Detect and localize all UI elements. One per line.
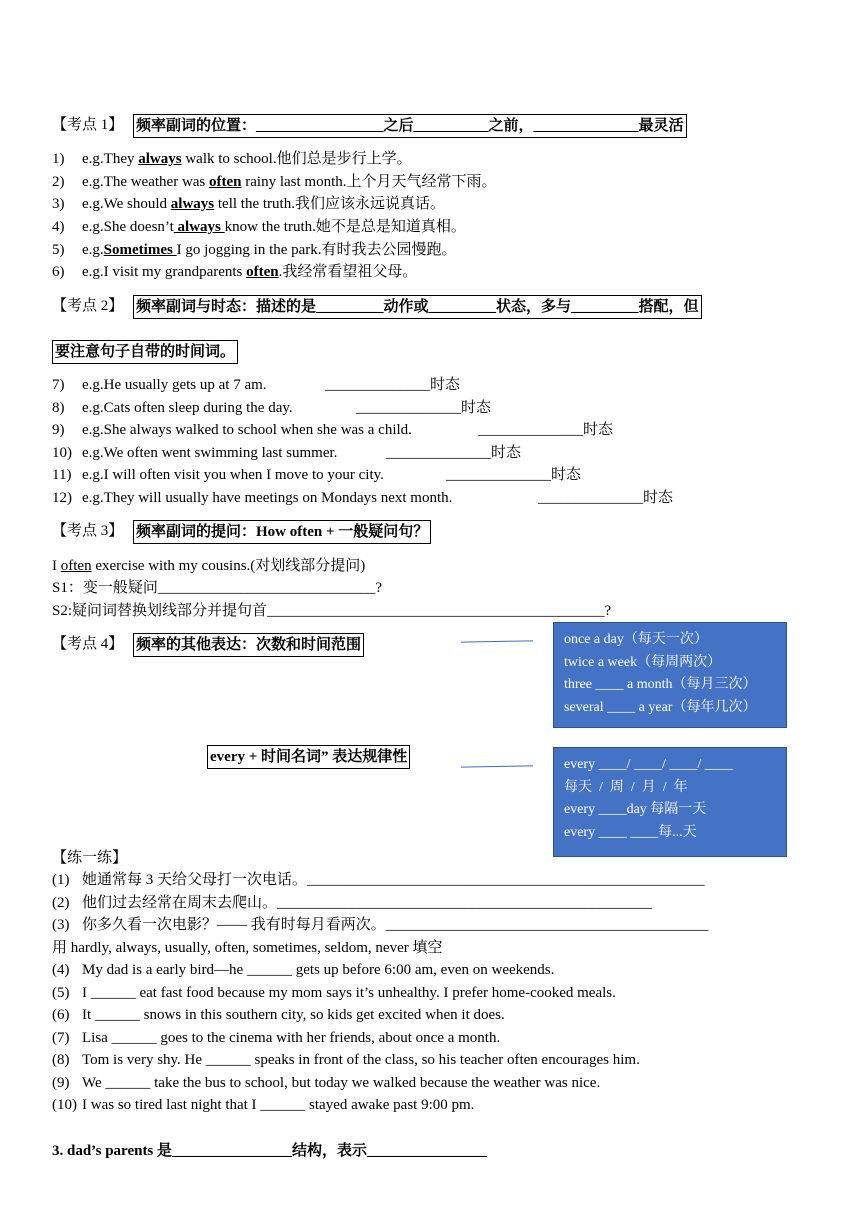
- item-text: 你多久看一次电影？—— 我有时每月看两次。___________________________________________: [82, 917, 709, 933]
- example-1: [52, 149, 412, 169]
- example-number: 3): [52, 196, 65, 212]
- practice-heading: 【练一练】: [52, 850, 128, 866]
- connector-line: [461, 640, 533, 642]
- example-number: 2): [52, 174, 65, 190]
- example-number: 6): [52, 264, 65, 280]
- underlined-word: often: [60, 558, 92, 574]
- example-text: walk to school.他们总是步行上学。: [181, 151, 412, 167]
- example-text: e.g.He usually gets up at 7 am.: [82, 377, 267, 393]
- item-text: 她通常每 3 天给父母打一次电话。_____________________________________________________: [82, 872, 705, 888]
- example-text: e.g.They: [82, 151, 139, 167]
- item-number: (6): [52, 1007, 70, 1023]
- item-text: Tom is very shy. He ______ speaks in front of the class, so his teacher often encourages him.: [82, 1052, 640, 1068]
- kp3-prefix: 【考点 3】: [52, 523, 124, 539]
- fill-instruction: 用 hardly, always, usually, often, sometimes, seldom, never 填空: [52, 940, 443, 956]
- example-adverb: always: [170, 196, 215, 212]
- example-text: I go jogging in the park.有时我去公园慢跑。: [176, 242, 457, 258]
- example-7: [52, 375, 267, 395]
- tense-blank[interactable]: ______________时态: [386, 445, 522, 461]
- example-number: 5): [52, 242, 65, 258]
- fill-item[interactable]: [52, 1050, 640, 1070]
- example-text: e.g.We should: [82, 196, 171, 212]
- example-9: [52, 420, 412, 440]
- item-number: (9): [52, 1075, 70, 1091]
- final-question[interactable]: 3. dad’s parents 是________________结构，表示________________: [52, 1143, 488, 1159]
- example-12: [52, 488, 452, 508]
- frequency-item: three ____ a month（每月三次）: [564, 677, 757, 692]
- example-8: [52, 398, 293, 418]
- tense-blank[interactable]: ______________时态: [446, 467, 582, 483]
- kp1-heading: [52, 114, 123, 136]
- example-adverb: Sometimes: [103, 242, 177, 258]
- frequency-box: [553, 622, 787, 728]
- every-item: every ____/ ____/ ____/ ____: [564, 757, 733, 772]
- kp3-s2[interactable]: S2:疑问词替换划线部分并提句首_____________________________________________?: [52, 603, 612, 619]
- example-number: 1): [52, 151, 65, 167]
- item-number: (1): [52, 872, 70, 888]
- frequency-item: several ____ a year（每年几次）: [564, 699, 757, 715]
- kp4-prefix: 【考点 4】: [52, 636, 124, 652]
- item-text: I was so tired last night that I ______ stayed awake past 9:00 pm.: [82, 1097, 475, 1113]
- every-item: every ____day 每隔一天: [564, 802, 707, 817]
- tense-blank[interactable]: ______________时态: [478, 422, 614, 438]
- item-text: We ______ take the bus to school, but today we walked because the weather was nice.: [82, 1075, 601, 1091]
- kp1-title-box: 频率副词的位置：_________________之后__________之前，______________最灵活: [133, 114, 687, 138]
- fill-item[interactable]: [52, 1005, 505, 1025]
- sentence-text: exercise with my cousins.(对划线部分提问): [91, 558, 366, 574]
- example-text: know the truth.她不是总是知道真相。: [224, 219, 466, 235]
- fill-item[interactable]: [52, 1073, 600, 1093]
- kp4-title-box: 频率的其他表达：次数和时间范围: [133, 633, 364, 657]
- every-item: every ____ ____每...天: [564, 824, 697, 840]
- example-text: e.g.: [82, 242, 104, 258]
- example-text: e.g.They will usually have meetings on Mondays next month.: [82, 490, 453, 506]
- example-adverb: always: [138, 151, 182, 167]
- example-4: [52, 217, 466, 237]
- example-number: 12): [52, 490, 72, 506]
- kp2-title-box: 频率副词与时态：描述的是_________动作或_________状态，多与_________搭配，但: [133, 295, 702, 319]
- translate-item[interactable]: [52, 915, 708, 935]
- example-text: .我经常看望祖父母。: [278, 264, 418, 280]
- example-3: [52, 194, 445, 214]
- example-text: e.g.She always walked to school when she was a child.: [82, 422, 412, 438]
- kp3-sentence: [52, 556, 365, 576]
- item-number: (4): [52, 962, 70, 978]
- item-number: (5): [52, 985, 70, 1001]
- example-number: 10): [52, 445, 72, 461]
- kp3-s1[interactable]: S1：变一般疑问_____________________________?: [52, 580, 383, 596]
- example-text: e.g.The weather was: [82, 174, 210, 190]
- item-text: 他们过去经常在周末去爬山。__________________________________________________: [82, 895, 653, 911]
- every-item: 每天 / 周 / 月 / 年: [564, 779, 688, 795]
- tense-blank[interactable]: ______________时态: [325, 377, 461, 393]
- item-text: Lisa ______ goes to the cinema with her friends, about once a month.: [82, 1030, 501, 1046]
- tense-blank[interactable]: ______________时态: [538, 490, 674, 506]
- example-adverb: often: [246, 264, 279, 280]
- translate-item[interactable]: [52, 870, 705, 890]
- item-number: (3): [52, 917, 70, 933]
- fill-item[interactable]: [52, 960, 554, 980]
- example-6: [52, 262, 417, 282]
- example-text: rainy last month.上个月天气经常下雨。: [241, 174, 497, 190]
- every-box: [553, 747, 787, 857]
- example-number: 9): [52, 422, 65, 438]
- translate-item[interactable]: [52, 893, 652, 913]
- example-adverb: always: [173, 219, 225, 235]
- example-text: e.g.Cats often sleep during the day.: [82, 400, 293, 416]
- fill-item[interactable]: [52, 1028, 500, 1048]
- frequency-item: twice a week（每周两次）: [564, 654, 722, 670]
- example-text: e.g.I will often visit you when I move to your city.: [82, 467, 384, 483]
- item-text: My dad is a early bird—he ______ gets up before 6:00 am, even on weekends.: [82, 962, 555, 978]
- example-5: [52, 240, 457, 260]
- example-number: 11): [52, 467, 72, 483]
- kp3-title-box: 频率副词的提问：How often + 一般疑问句？: [133, 520, 431, 544]
- item-number: (7): [52, 1030, 70, 1046]
- connector-line: [461, 765, 533, 767]
- item-number: (8): [52, 1052, 70, 1068]
- example-number: 8): [52, 400, 65, 416]
- every-title-box: every + 时间名词” 表达规律性: [207, 745, 410, 769]
- item-text: I ______ eat fast food because my mom says it’s unhealthy. I prefer home-cooked meals.: [82, 985, 616, 1001]
- example-text: tell the truth.我们应该永远说真话。: [214, 196, 445, 212]
- kp2-prefix: 【考点 2】: [52, 298, 124, 314]
- sentence-text: I: [52, 558, 61, 574]
- fill-item[interactable]: [52, 983, 616, 1003]
- example-11: [52, 465, 384, 485]
- kp1-prefix: 【考点 1】: [52, 117, 124, 133]
- frequency-item: once a day（每天一次）: [564, 632, 708, 647]
- kp2-title-box-line2: 要注意句子自带的时间词。: [52, 340, 238, 364]
- example-number: 7): [52, 377, 65, 393]
- tense-blank[interactable]: ______________时态: [356, 400, 492, 416]
- example-2: [52, 172, 497, 192]
- fill-item[interactable]: [52, 1095, 474, 1115]
- item-text: It ______ snows in this southern city, so kids get excited when it does.: [82, 1007, 505, 1023]
- item-number: (10): [52, 1097, 77, 1113]
- item-number: (2): [52, 895, 70, 911]
- example-text: e.g.I visit my grandparents: [82, 264, 247, 280]
- example-text: e.g.We often went swimming last summer.: [82, 445, 338, 461]
- example-adverb: often: [209, 174, 242, 190]
- example-10: [52, 443, 337, 463]
- example-number: 4): [52, 219, 65, 235]
- example-text: e.g.She doesn’t: [82, 219, 174, 235]
